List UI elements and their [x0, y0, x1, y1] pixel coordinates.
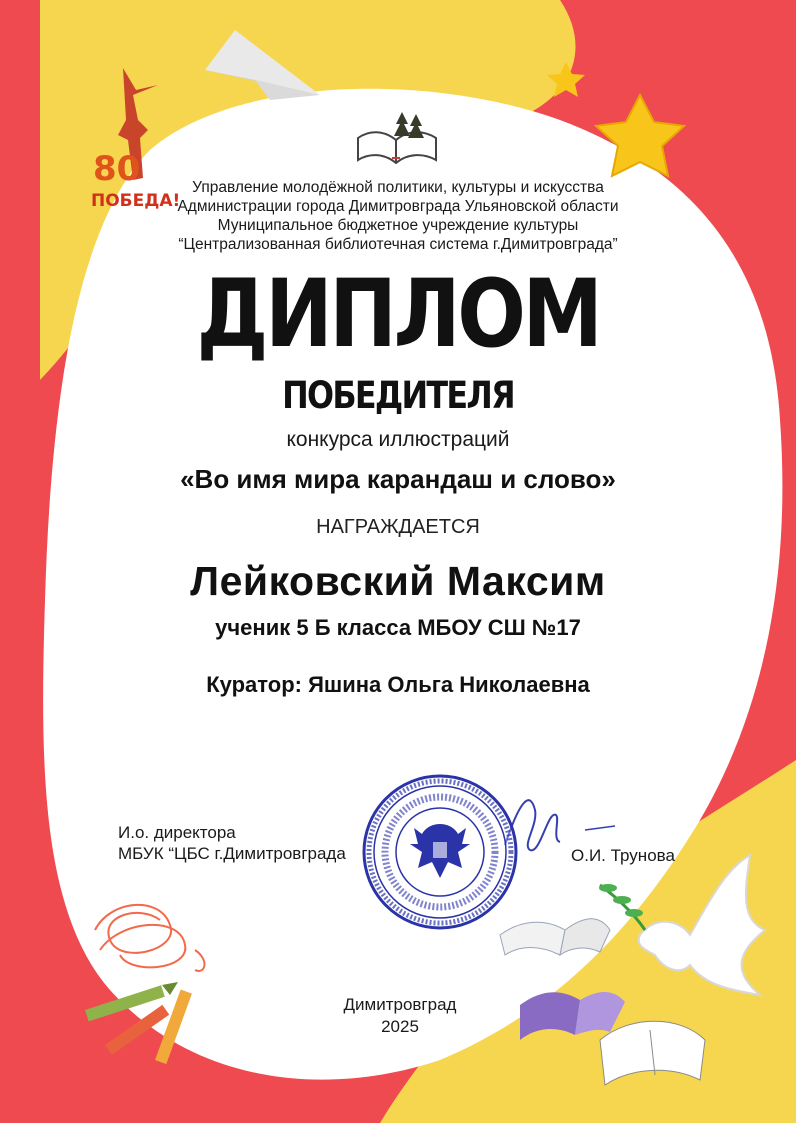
- library-logo-icon: [354, 108, 440, 170]
- organization-header: [0, 178, 796, 254]
- organization-line: Муниципальное бюджетное учреждение культуры: [217, 217, 579, 234]
- emblem-word: ПОБЕДА!: [91, 191, 178, 210]
- place-and-year: [300, 994, 500, 1038]
- signatory-role-line: МБУК “ЦБС г.Димитровграда: [118, 844, 346, 863]
- diploma-title: ДИПЛОМ: [196, 260, 600, 369]
- organization-line: Управление молодёжной политики, культуры и искусства: [192, 179, 604, 196]
- signatory-role: [118, 822, 346, 864]
- contest-name: «Во имя мира карандаш и слово»: [180, 464, 616, 494]
- contest-label: конкурса иллюстраций: [286, 428, 510, 451]
- recipient-details: ученик 5 Б класса МБОУ СШ №17: [215, 615, 581, 640]
- curator-line: Куратор: Яшина Ольга Николаевна: [206, 672, 590, 697]
- year: 2025: [381, 1017, 419, 1036]
- diploma-subtitle: ПОБЕДИТЕЛЯ: [282, 374, 514, 417]
- organization-line: Администрации города Димитровграда Ульяновской области: [177, 198, 619, 215]
- emblem-number: 80: [93, 149, 141, 189]
- signatory-role-line: И.о. директора: [118, 823, 236, 842]
- organization-line: “Централизованная библиотечная система г.Димитровграда”: [178, 236, 618, 253]
- place: Димитровград: [343, 995, 457, 1014]
- state-emblem-stamp: [360, 772, 520, 932]
- signatory-name: О.И. Трунова: [571, 846, 675, 865]
- recipient-name: Лейковский Максим: [190, 558, 606, 604]
- awarded-label: НАГРАЖДАЕТСЯ: [316, 516, 480, 538]
